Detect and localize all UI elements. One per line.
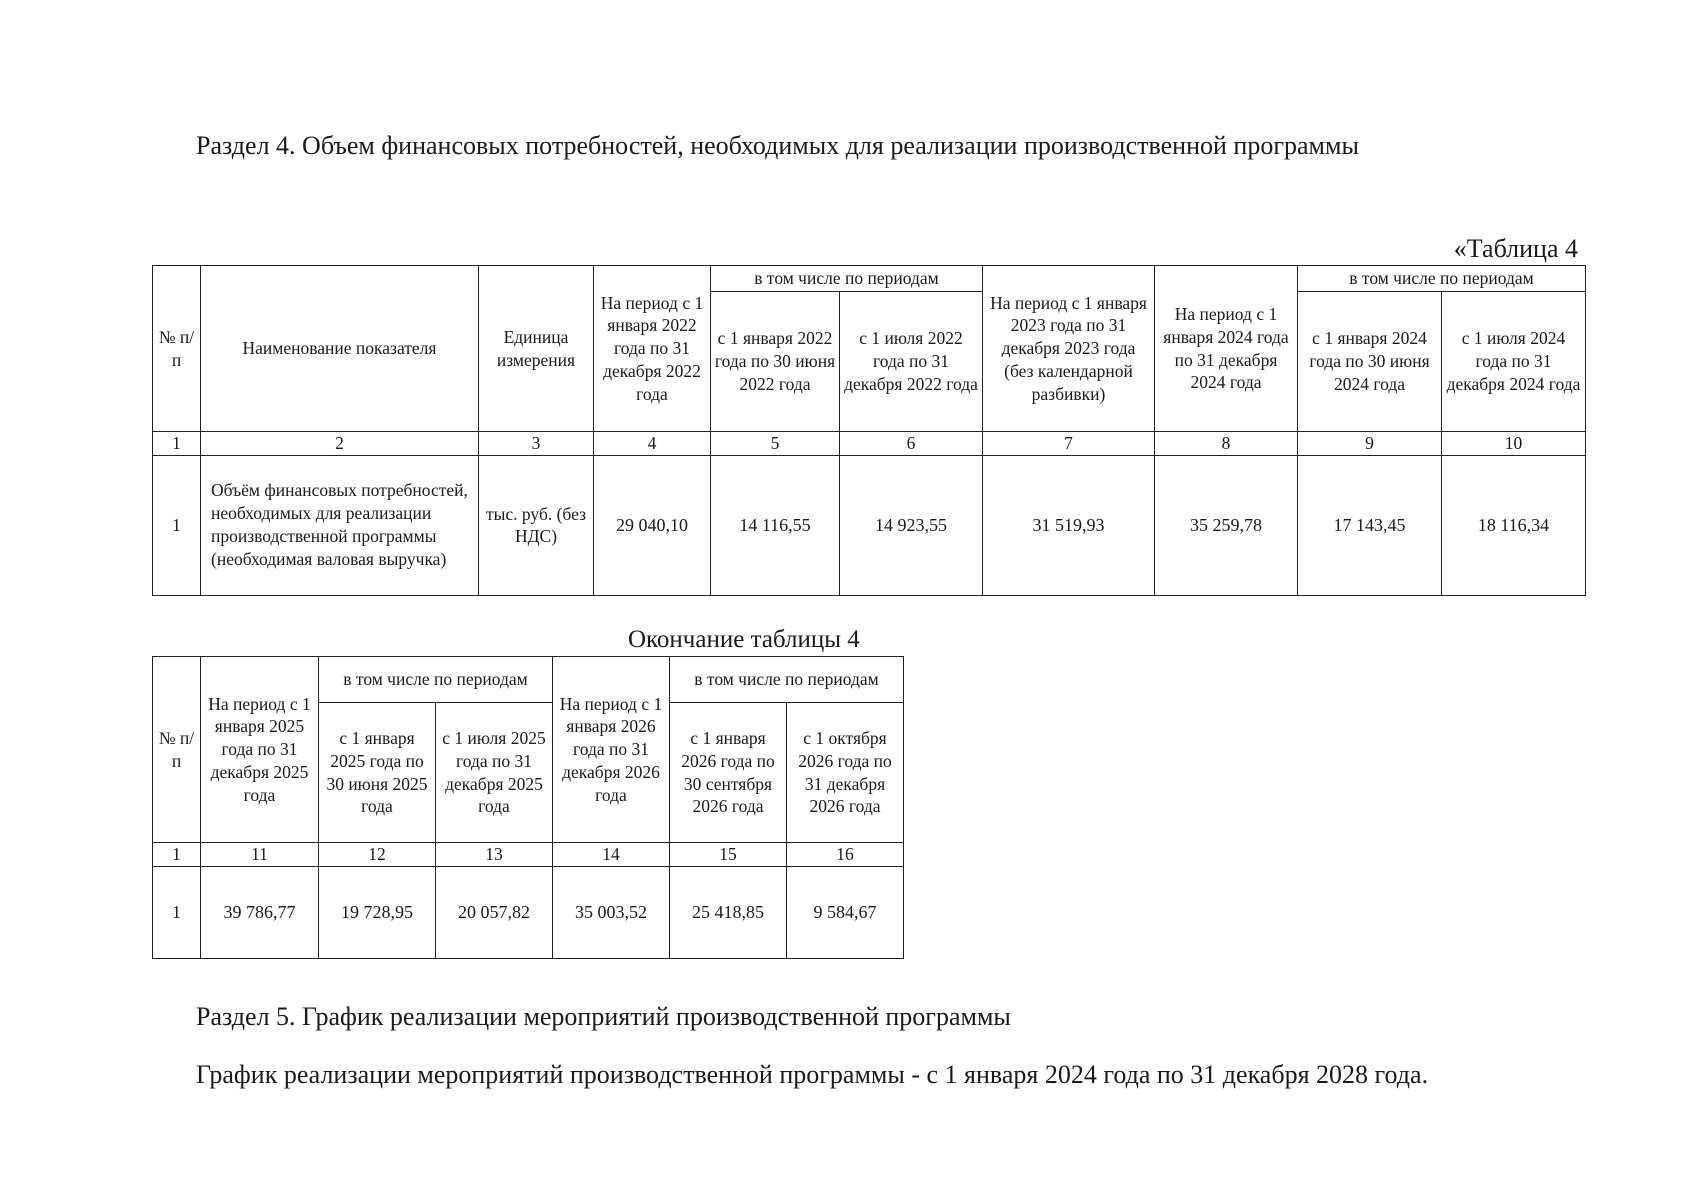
col-number: 15: [670, 843, 787, 867]
col-number: 14: [553, 843, 670, 867]
section-4-title: Раздел 4. Объем финансовых потребностей, необходимых для реализации производственной программы: [196, 131, 1359, 160]
header-incl-periods-2025: в том числе по периодам: [319, 657, 553, 703]
header-h1-2024: с 1 января 2024 года по 30 июня 2024 года: [1298, 292, 1442, 432]
value-q1-2026: 25 418,85: [670, 866, 787, 958]
header-num: № п/п: [153, 266, 201, 432]
col-number: 1: [153, 843, 201, 867]
header-h2-2025: с 1 июля 2025 года по 31 декабря 2025 года: [436, 703, 553, 843]
col-number: 1: [153, 432, 201, 456]
col-number: 5: [711, 432, 840, 456]
value-h2-2024: 18 116,34: [1442, 455, 1586, 595]
value-h2-2022: 14 923,55: [840, 455, 983, 595]
header-num: № п/п: [153, 657, 201, 843]
value-h2-2025: 20 057,82: [436, 866, 553, 958]
table-row: [153, 866, 904, 958]
col-number: 9: [1298, 432, 1442, 456]
row-num: 1: [153, 866, 201, 958]
header-h2-2022: с 1 июля 2022 года по 31 декабря 2022 года: [840, 292, 983, 432]
col-number: 8: [1155, 432, 1298, 456]
value-2023: 31 519,93: [983, 455, 1155, 595]
col-number: 3: [479, 432, 594, 456]
col-number: 12: [319, 843, 436, 867]
table-1-caption: «Таблица 4: [1453, 234, 1578, 263]
financial-needs-table: [152, 265, 1586, 596]
row-unit: тыс. руб. (без НДС): [479, 455, 594, 595]
row-name: Объём финансовых потребностей, необходимых для реализации производственной программы (необходимая валовая выручка): [201, 455, 479, 595]
value-h1-2025: 19 728,95: [319, 866, 436, 958]
header-h2-2024: с 1 июля 2024 года по 31 декабря 2024 года: [1442, 292, 1586, 432]
value-2024: 35 259,78: [1155, 455, 1298, 595]
header-incl-periods-2024: в том числе по периодам: [1298, 266, 1586, 292]
header-name: Наименование показателя: [201, 266, 479, 432]
header-unit: Единица измерения: [479, 266, 594, 432]
header-period-2023: На период с 1 января 2023 года по 31 декабря 2023 года (без календарной разбивки): [983, 266, 1155, 432]
table-row: [153, 455, 1586, 595]
table-2-caption: Окончание таблицы 4: [628, 626, 860, 653]
col-number: 13: [436, 843, 553, 867]
header-q1-2026: с 1 января 2026 года по 30 сентября 2026 года: [670, 703, 787, 843]
col-number: 4: [594, 432, 711, 456]
column-number-row: [153, 843, 904, 867]
col-number: 6: [840, 432, 983, 456]
value-2022: 29 040,10: [594, 455, 711, 595]
header-period-2026: На период с 1 января 2026 года по 31 декабря 2026 года: [553, 657, 670, 843]
section-5-title: Раздел 5. График реализации мероприятий производственной программы: [196, 1002, 1011, 1031]
row-num: 1: [153, 455, 201, 595]
header-period-2022: На период с 1 января 2022 года по 31 декабря 2022 года: [594, 266, 711, 432]
header-period-2024: На период с 1 января 2024 года по 31 декабря 2024 года: [1155, 266, 1298, 432]
value-2025: 39 786,77: [201, 866, 319, 958]
financial-needs-table-continued: [152, 656, 904, 959]
value-q4-2026: 9 584,67: [787, 866, 904, 958]
col-number: 2: [201, 432, 479, 456]
header-h1-2025: с 1 января 2025 года по 30 июня 2025 года: [319, 703, 436, 843]
value-h1-2024: 17 143,45: [1298, 455, 1442, 595]
col-number: 10: [1442, 432, 1586, 456]
header-incl-periods-2022: в том числе по периодам: [711, 266, 983, 292]
column-number-row: [153, 432, 1586, 456]
value-h1-2022: 14 116,55: [711, 455, 840, 595]
header-incl-periods-2026: в том числе по периодам: [670, 657, 904, 703]
header-q4-2026: с 1 октября 2026 года по 31 декабря 2026 года: [787, 703, 904, 843]
section-5-text: График реализации мероприятий производственной программы - с 1 января 2024 года по 31 декабря 2028 года.: [196, 1060, 1429, 1089]
col-number: 7: [983, 432, 1155, 456]
header-h1-2022: с 1 января 2022 года по 30 июня 2022 года: [711, 292, 840, 432]
value-2026: 35 003,52: [553, 866, 670, 958]
col-number: 11: [201, 843, 319, 867]
header-period-2025: На период с 1 января 2025 года по 31 декабря 2025 года: [201, 657, 319, 843]
col-number: 16: [787, 843, 904, 867]
